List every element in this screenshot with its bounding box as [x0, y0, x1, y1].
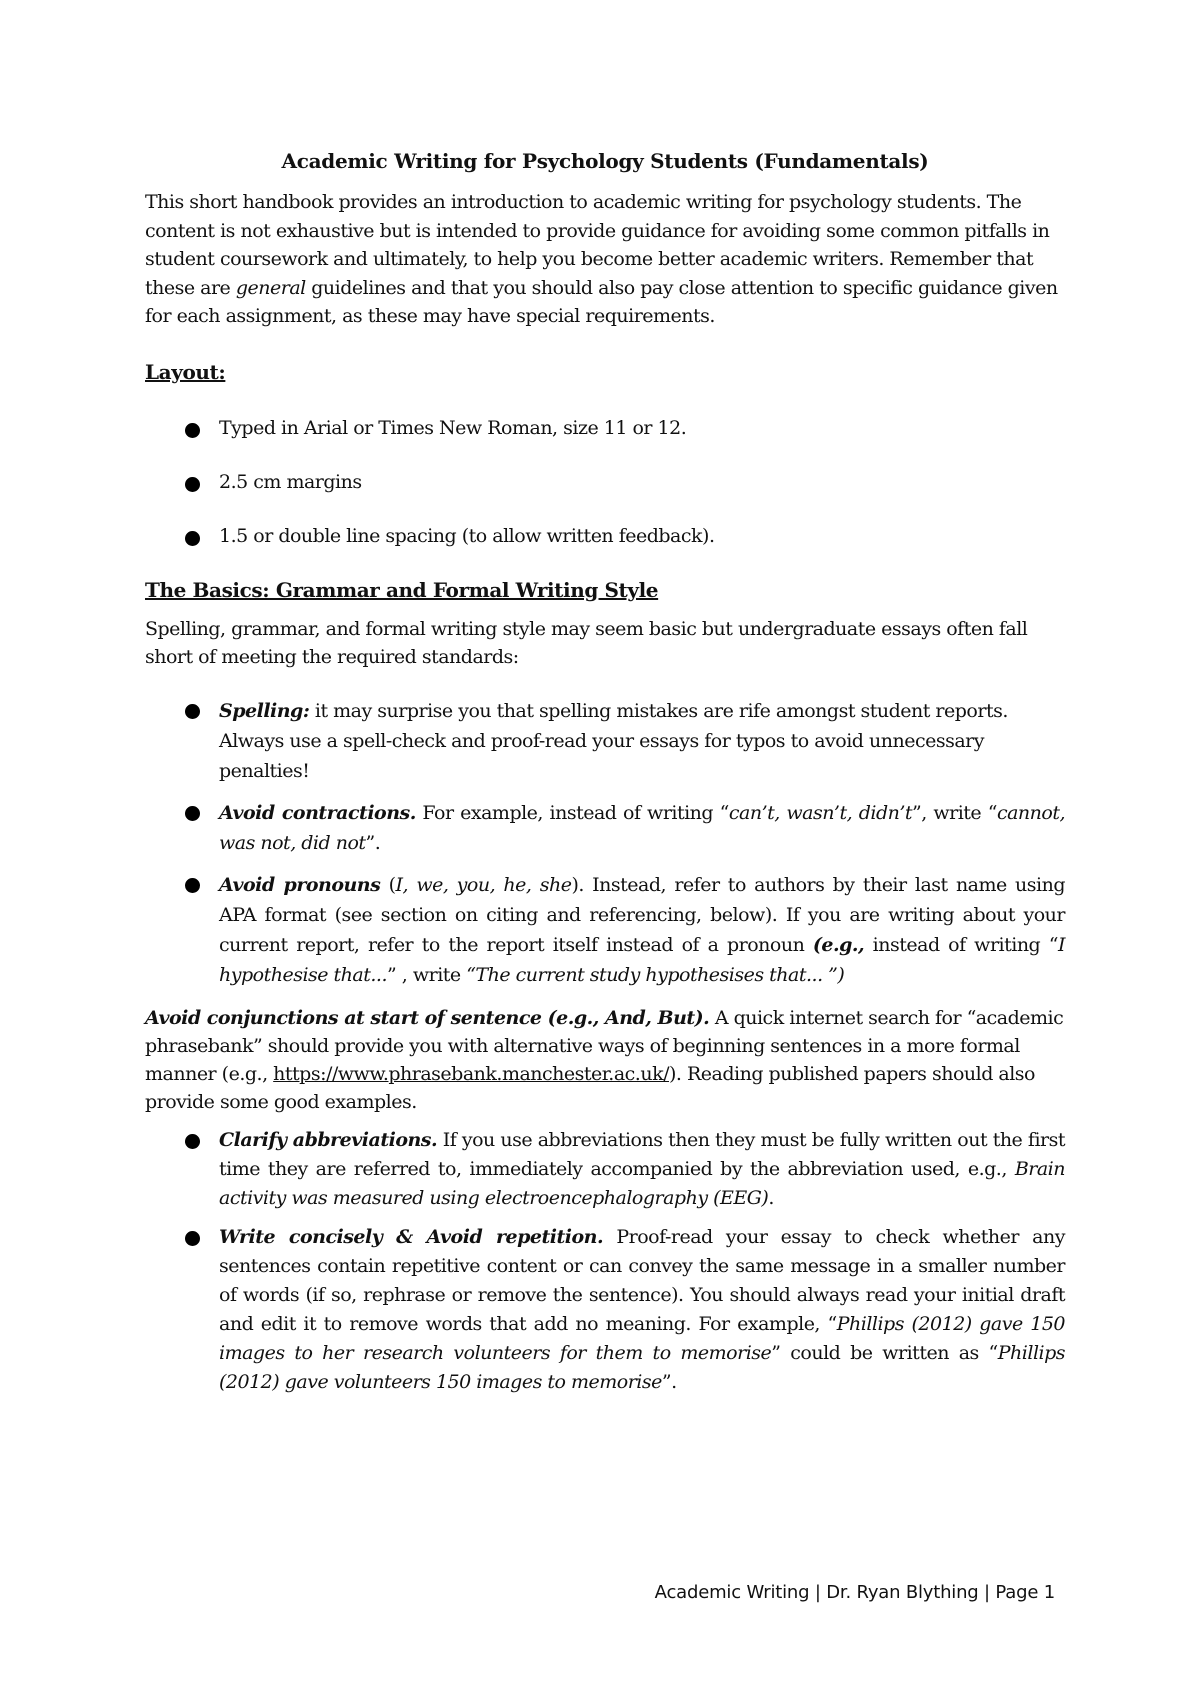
pronouns-label: Avoid pronouns [219, 873, 381, 896]
abbreviations-text: . [768, 1186, 774, 1209]
pronouns-text: ). Instead, refer to authors by their last name using APA format (see section on citing and referencing, below). If you are writing about your current report, refer to the report itself instead of a pronoun [219, 873, 1066, 956]
conjunctions-label: Avoid conjunctions at start of sentence [145, 1006, 542, 1029]
page-footer: Academic Writing | Dr. Ryan Blything | Page 1 [654, 1582, 1055, 1603]
abbreviations-text: If you use abbreviations then they must be fully written out the first time they are referred to, immediately accompanied by the abbreviation used, e.g., [219, 1128, 1065, 1180]
intro-emphasis: general [235, 276, 306, 299]
pronouns-text: instead of writing “ [864, 933, 1058, 956]
basics-list [145, 696, 1065, 990]
conjunctions-text: ). Reading published papers should also provide some good examples. [145, 1062, 1035, 1113]
bullet-icon [185, 1134, 200, 1149]
spelling-text: it may surprise you that spelling mistakes are rife amongst student reports. Always use a spell-check and proof-read your essays for typos to avoid unnecessary penalties! [219, 699, 1008, 782]
pronouns-text: ( [380, 873, 396, 896]
basics-heading: The Basics: Grammar and Formal Writing Style [145, 577, 659, 602]
pronouns-eg: (e.g., [812, 933, 865, 956]
contractions-text: ”. [365, 831, 381, 854]
bullet-icon [185, 806, 200, 821]
intro-text: This short handbook provides an introduction to academic writing for psychology students. The content is not exhaustive but is intended to provide guidance for avoiding some common pitfalls in student coursework and ultimately, to help you become better academic writers. Remember that these are [145, 191, 1050, 299]
contractions-text: ”, write “ [912, 801, 997, 824]
phrasebank-link[interactable]: https://www.phrasebank.manchester.ac.uk/ [273, 1062, 669, 1085]
spelling-label: Spelling: [219, 699, 310, 722]
basics-intro: Spelling, grammar, and formal writing style may seem basic but undergraduate essays often fall short of meeting the required standards: [145, 617, 1028, 668]
concise-label: Write concisely & Avoid repetition. [219, 1225, 604, 1248]
bullet-icon [185, 1231, 200, 1246]
layout-heading: Layout: [145, 359, 226, 384]
pronouns-text: ” , write [387, 963, 467, 986]
pronouns-example: “The current study hypothesises that... ”) [466, 963, 845, 986]
layout-list [145, 415, 1065, 549]
contractions-item [145, 798, 1065, 858]
pronouns-example: I, we, you, he, she [395, 873, 572, 896]
contractions-example: cannot, was not, did not [219, 801, 1065, 854]
layout-item-text: Typed in Arial or Times New Roman, size 11 or 12. [219, 416, 687, 439]
concise-item [145, 1223, 1065, 1397]
layout-item-text: 1.5 or double line spacing (to allow written feedback). [219, 524, 715, 547]
conjunctions-paragraph [145, 1004, 1065, 1116]
bullet-icon [185, 704, 200, 719]
concise-example: Phillips (2012) gave 150 images to her research volunteers for them to memorise [219, 1312, 1065, 1364]
pronouns-item [145, 870, 1065, 990]
layout-item [145, 469, 1065, 495]
intro-paragraph [145, 188, 1065, 331]
pronouns-example: I hypothesise that... [219, 933, 1066, 986]
layout-item [145, 523, 1065, 549]
contractions-example: can’t, wasn’t, didn’t [728, 801, 913, 824]
abbreviations-item [145, 1126, 1065, 1213]
concise-example: Phillips (2012) gave volunteers 150 images to memorise [219, 1341, 1066, 1393]
conjunctions-label-examples: (e.g., And, But). [541, 1006, 710, 1029]
contractions-text: For example, instead of writing “ [415, 801, 729, 824]
conjunctions-text: A quick internet search for “academic phrasebank” should provide you with alternative ways of beginning sentences in a more formal manner (e.g., [145, 1006, 1064, 1085]
abbreviations-label: Clarify abbreviations. [219, 1128, 438, 1151]
layout-item [145, 415, 1065, 441]
document-content [145, 148, 1065, 1407]
intro-text-end: guidelines and that you should also pay close attention to specific guidance given for each assignment, as these may have special requirements. [145, 276, 1058, 327]
spelling-item [145, 696, 1065, 786]
abbreviations-example: Brain activity was measured using electroencephalography (EEG) [219, 1157, 1065, 1209]
bullet-icon [185, 531, 200, 546]
concise-text: ”. [661, 1370, 677, 1393]
concise-text: ” could be written as “ [771, 1341, 998, 1364]
more-list [145, 1126, 1065, 1397]
bullet-icon [185, 878, 200, 893]
contractions-label: Avoid contractions. [219, 801, 416, 824]
layout-item-text: 2.5 cm margins [219, 470, 362, 493]
concise-text: Proof-read your essay to check whether any sentences contain repetitive content or can convey the same message in a smaller number of words (if so, rephrase or remove the sentence). You should always read your initial draft and edit it to remove words that add no meaning. For example, “ [219, 1225, 1065, 1335]
document-title: Academic Writing for Psychology Students (Fundamentals) [281, 149, 929, 173]
bullet-icon [185, 477, 200, 492]
bullet-icon [185, 423, 200, 438]
